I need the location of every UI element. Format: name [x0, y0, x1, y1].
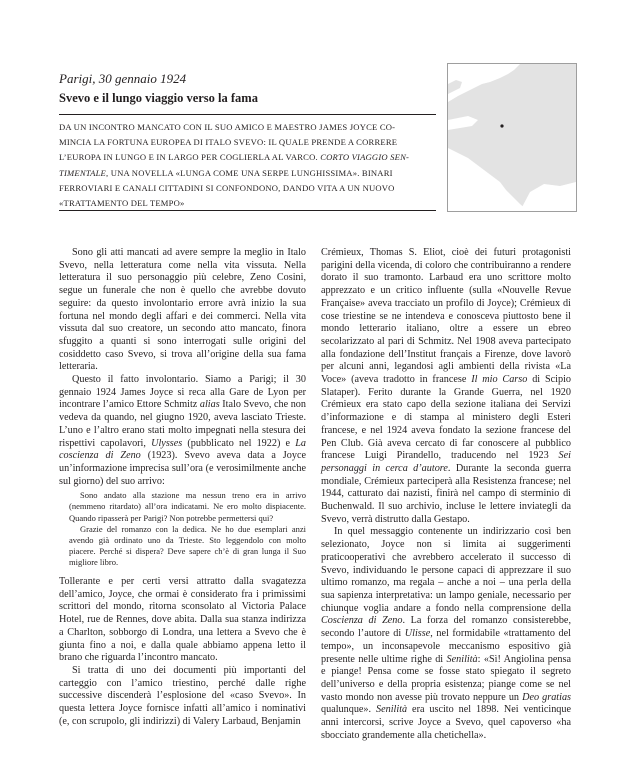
book-title: Ulisse: [404, 628, 431, 640]
text-run: era uscito nel 1898. Nei venticinque anni intercorsi, scrive Joyce a Svevo, quel capoverso «ha sbocciato grandemente alla chetichella».: [321, 704, 572, 741]
chapter-title: Svevo e il lungo viaggio verso la fama: [59, 91, 258, 105]
abstract-line: FERROVIARI E CANALI CITTADINI SI CONFONDONO, DANDO VITA A UN NUOVO: [59, 182, 395, 193]
text-run: In quel messaggio contenente un indirizzario così ben selezionato, Joyce non si limita ai suggerimenti praticooperativi che avrebbero accelerato il successo di Svevo, individuando le persone capaci di apprezzare il suo ultimo romanzo, ma regala – anche a noi – una perla della sua sapienza interpretativa: un lampo geniale, necessario per chiunque voglia andare a fondo nella comprensione della: [321, 526, 571, 614]
paragraph: [321, 526, 571, 742]
locator-map: [447, 63, 577, 212]
italic-text: alias: [199, 399, 220, 411]
location-marker: [500, 124, 503, 127]
text-run: . Durante la seconda guerra mondiale, Crémieux parteciperà alla Resistenza francese; nel 1944, catturato dai nazisti, finirà nel campo di sterminio di Buchenwald. Il suo archivio, incluse le lettere inviategli da Svevo, verrà distrutto dalla Gestapo.: [321, 462, 571, 525]
book-title: Coscienza di Zeno: [321, 615, 403, 627]
europe-map-graphic: [448, 64, 576, 211]
text-run: , nel formidabile «trattamento del tempo», un inconsapevole meccanismo espositivo già presente nelle ultime righe di: [321, 628, 572, 665]
chapter-header: [59, 70, 433, 106]
text-run: Italo Svevo, che non vedeva da quando, nel giugno 1920, aveva lasciato Trieste. L’uno e l’altro erano stati molto impegnati nella stesura dei rispettivi capolavori,: [59, 399, 306, 449]
abstract-title-italic: TIMENTALE: [59, 167, 107, 178]
top-rule: [59, 114, 436, 115]
text-run: qualunque».: [321, 704, 376, 716]
abstract-line: L’EUROPA IN LUNGO E IN LARGO PER COGLIERLA AL VARCO.: [59, 152, 318, 163]
book-title: Il mio Carso: [471, 374, 528, 386]
paragraph: [59, 374, 306, 488]
paragraph: Si tratta di uno dei documenti più importanti del carteggio con l’amico triestino, perché dalle righe successive discenderà l’esplosione del «caso Svevo». In questa lettera Joyce fornisce infatti all’amico i nominativi (e, con scrupolo, gli indirizzi) di Valery Larbaud, Benjamin: [59, 664, 306, 727]
left-column: [59, 247, 306, 728]
block-quote: [69, 490, 306, 568]
text-run: : «Sì! Angiolina pensa e piange! Pensa come se fosse stato spiegato il segreto dell’universo e della propria esistenza; piange come se nel vasto mondo non avesse più trovato neppure un: [321, 653, 571, 703]
abstract-line: DA UN INCONTRO MANCATO CON IL SUO AMICO E MAESTRO JAMES JOYCE CO-: [59, 122, 396, 132]
chapter-abstract: [59, 120, 436, 211]
book-title: La coscienza di Zeno: [59, 437, 306, 462]
paragraph: [321, 247, 571, 526]
paragraph: Sono gli atti mancati ad avere sempre la meglio in Italo Svevo, nella letteratura come nella vita vissuta. Nella letteratura il suo personaggio più celebre, Zeno Cosini, segue un funerale che non è quello che avrebbe dovuto seguire: da questo involontario errore avrà inizio la sua fortuna nel mondo degli affari e dei commerci. Nella vita vissuta dal suo creatore, un secondo atto mancato, finora sfuggito a quanti si sono interrogati sulle origini del cosiddetto caso Svevo, si trova all’origine della sua fama letteraria.: [59, 247, 306, 373]
abstract-line: , UNA NOVELLA «LUNGA COME UNA SERPE LUNGHISSIMA». BINARI: [106, 167, 393, 178]
abstract-title-italic: CORTO VIAGGIO SEN-: [320, 152, 410, 163]
quote-paragraph: Sono andato alla stazione ma nessun treno era in arrivo (nemmeno ritardato) all’ora indicatami. Ne ero molto dispiacente. Quando ripasserà per Parigi? Non potrebbe permettersi qui?: [69, 490, 306, 523]
text-run: Questo il fatto involontario. Siamo a Parigi; il 30 gennaio 1924 James Joyce si reca alla Gare de Lyon per incontrare l’amico Ettore Schmitz: [59, 374, 306, 411]
italic-text: Deo gratias: [522, 691, 572, 703]
text-run: (pubblicato nel 1922) e: [182, 437, 296, 449]
paragraph: Tollerante e per certi versi attratto dalla svagatezza dell’amico, Joyce, che ormai è considerato fra i primissimi scrittori del mondo, ritorna sconsolato al Victoria Palace Hotel, rue de Rennes, dove abita. Dalla sua stanza indirizza a Charlton, sobborgo di Londra, una lettera a Svevo che è giunta fino a noi, e dalla quale abbiamo appena letto il brano che riguarda l’incontro mancato.: [59, 576, 306, 664]
book-title: Sei personaggi in cerca d’autore: [321, 450, 571, 474]
bottom-rule: [59, 210, 436, 211]
text-run: Crémieux, Thomas S. Eliot, cioè dei futuri protagonisti parigini della vicenda, di coloro che contribuiranno a rendere dorato il suo tramonto. Larbaud era uno scrittore molto apprezzato e un critico influente (sulla «Nouvelle Revue Française» aveva tracciato un profilo di Joyce); Crémieux di cose triestine se ne intendeva e conosceva piuttosto bene il mondo letterario italiano, oltre a essere un ebreo secolarizzato al pari di Schmitz. Nel 1908 aveva partecipato alla fondazione dell’Institut français a Firenze, dove lavorò per alcuni anni, legandosi agli ambienti della rivista «La Voce» (aveva tradotto in francese: [321, 247, 571, 386]
text-run: (1923). Svevo aveva data a Joyce un’informazione imprecisa sull’ora (e verosimilmente anche sul giorno) del suo arrivo:: [59, 450, 306, 487]
book-title: Senilità: [376, 704, 408, 716]
abstract-line: MINCIA LA FORTUNA EUROPEA DI ITALO SVEVO: IL QUALE PRENDE A CORRERE: [59, 137, 398, 148]
dateline: Parigi, 30 gennaio 1924: [59, 71, 187, 86]
text-run: . La forza del romanzo consisterebbe, secondo l’autore di: [321, 615, 571, 640]
book-title: Ulysses: [151, 437, 183, 449]
abstract-line: «TRATTAMENTO DEL TEMPO»: [59, 198, 185, 209]
right-column: [321, 247, 571, 742]
book-title: Senilità: [446, 653, 478, 665]
quote-paragraph: Grazie del romanzo con la dedica. Ne ho due esemplari anzi avendo già ordinato uno da Trieste. Sto leggendolo con molto piacere. Perché si dispera? Deve sapere ch’è di gran lunga il Suo migliore libro.: [69, 523, 306, 567]
text-run: di Scipio Slataper). Ferito durante la Grande Guerra, nel 1920 Crémieux era stato capo della sezione italiana dei Servizi d’informazione e di stampa al ministero degli Esteri francese, e nel 1924 aveva fondato la sezione francese del Pen Club. Già aveva cercato di far conoscere al pubblico francese Luigi Pirandello, traducendo nel 1923: [321, 374, 572, 462]
